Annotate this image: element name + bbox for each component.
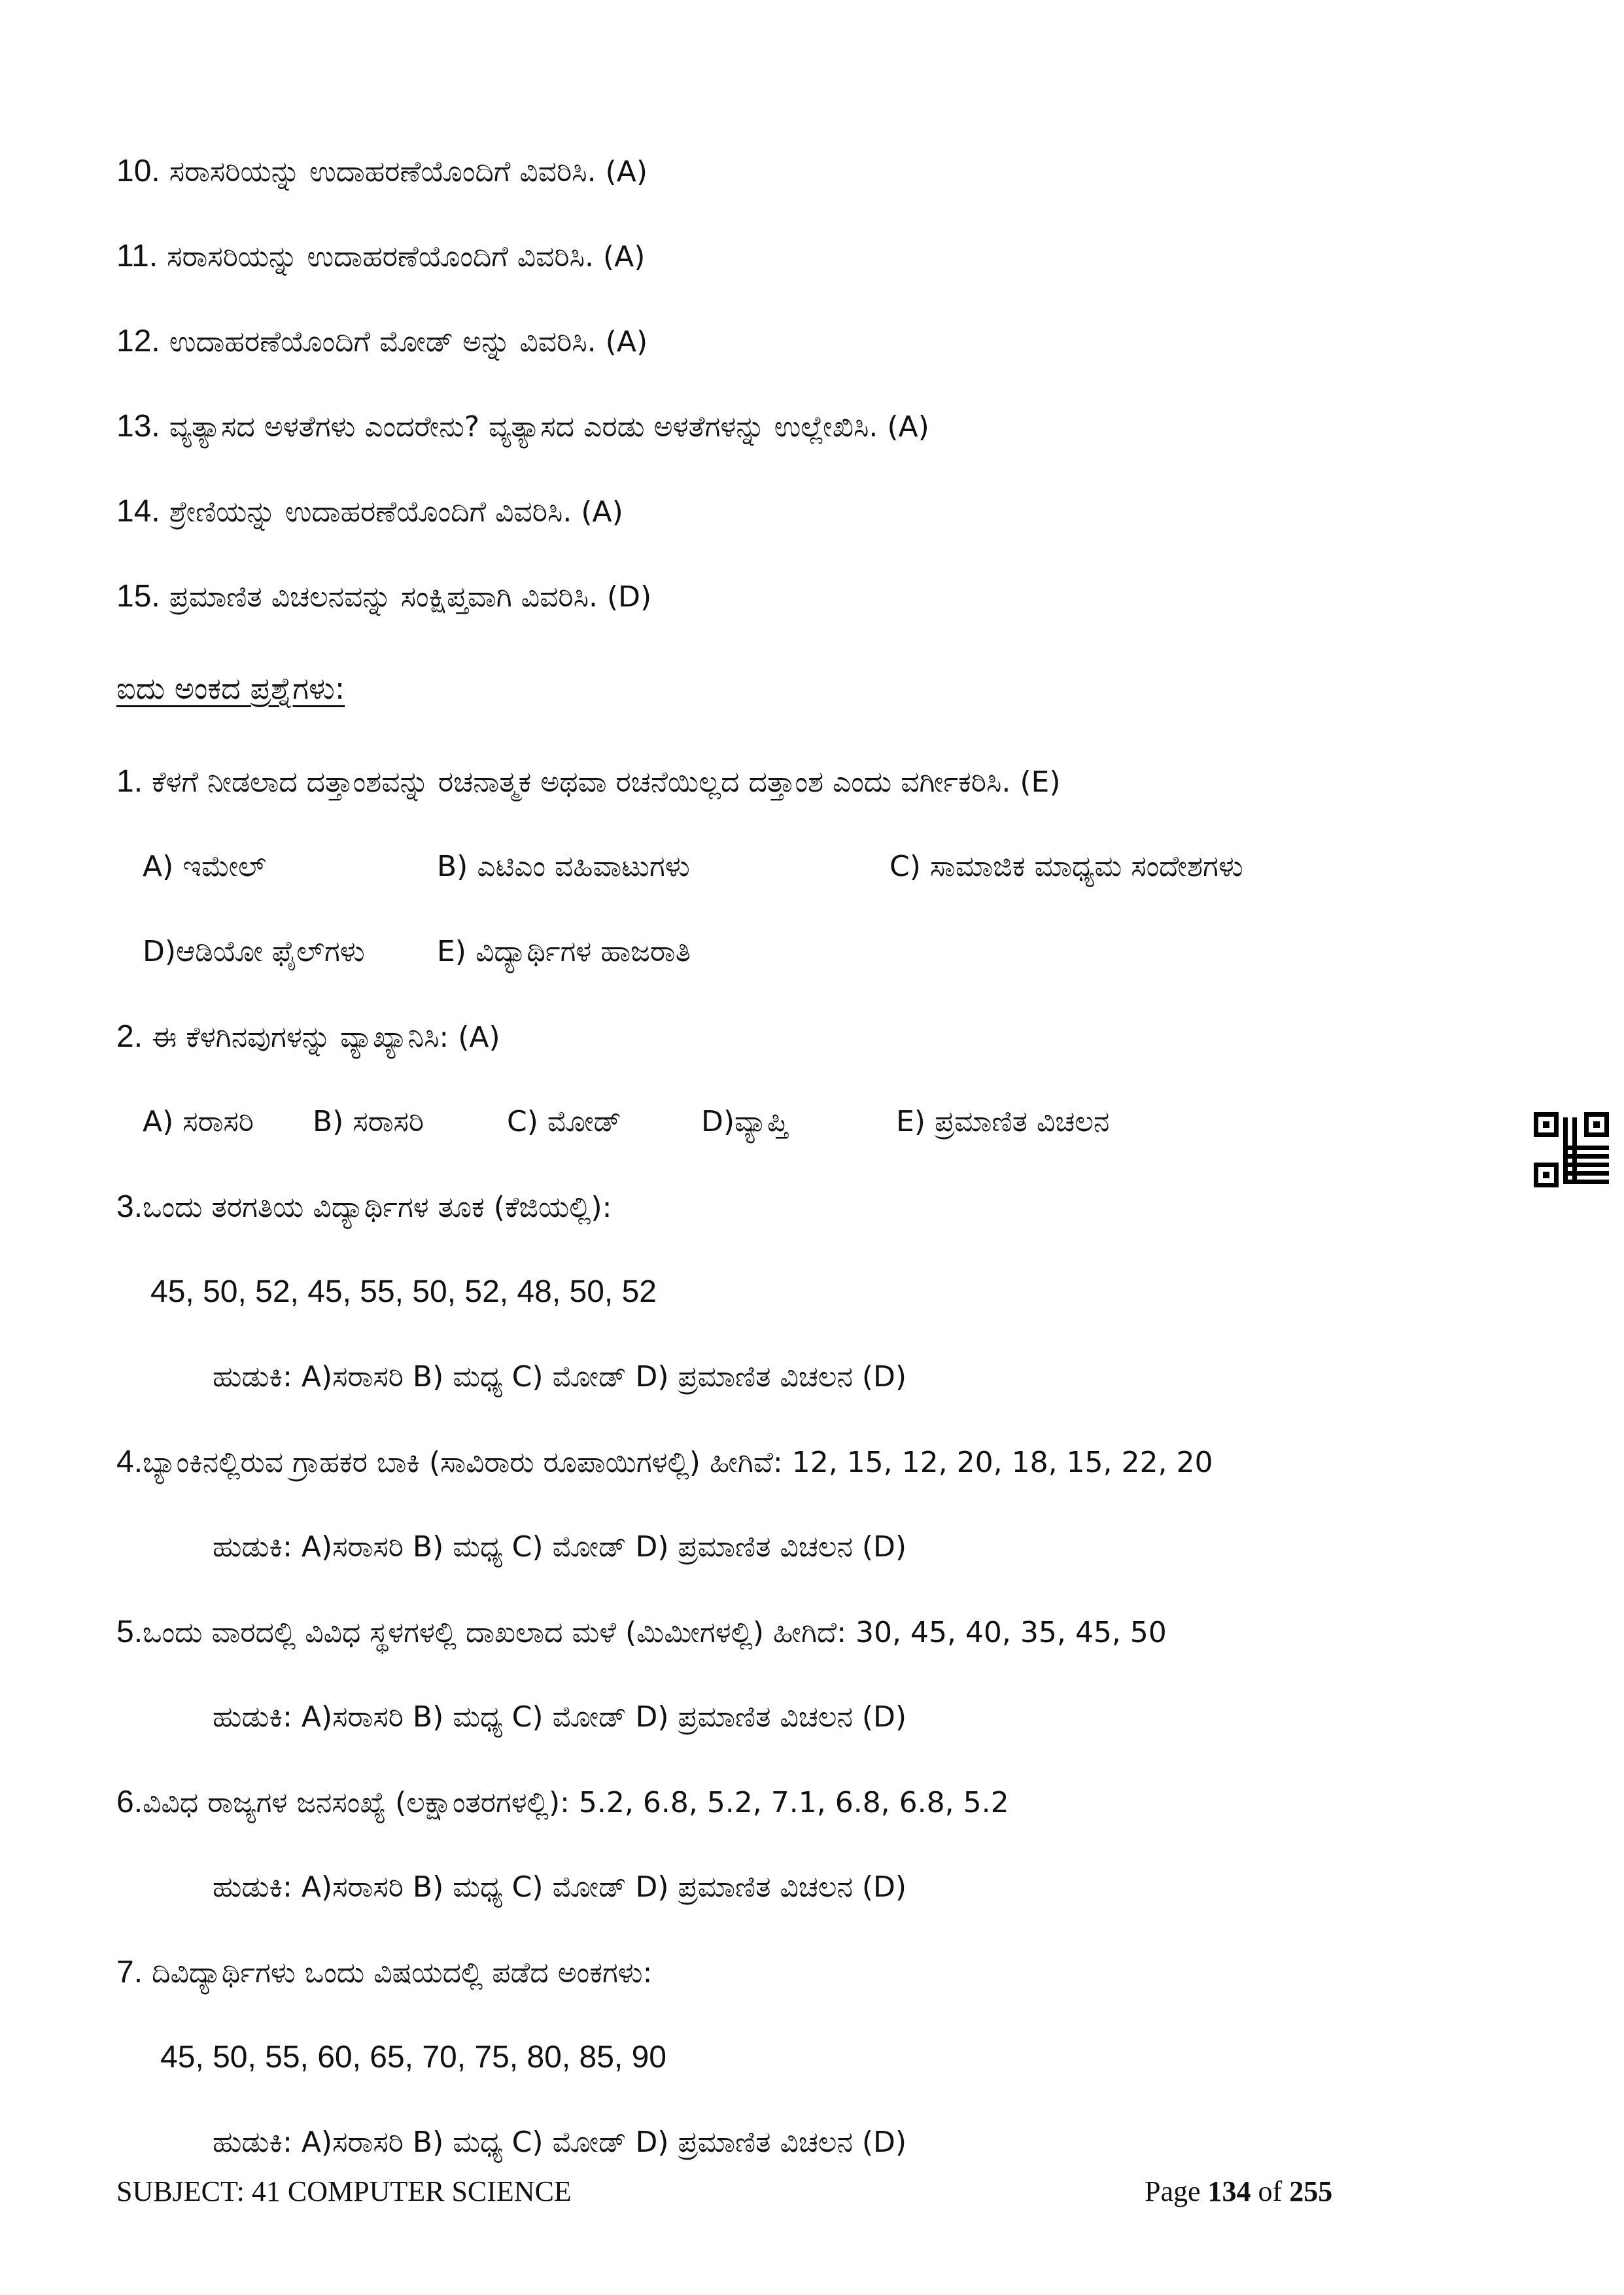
question-number: 7. bbox=[116, 1955, 143, 1989]
page-of: of bbox=[1251, 2175, 1290, 2207]
footer-subject: SUBJECT: 41 COMPUTER SCIENCE bbox=[116, 2175, 572, 2207]
question-text: ಸರಾಸರಿಯನ್ನು ಉದಾಹರಣೆಯೊಂದಿಗೆ ವಿವರಿಸಿ. (A) bbox=[160, 155, 648, 188]
q4-find-line: ಹುಡುಕಿ: A)ಸರಾಸರಿ B) ಮಧ್ಯ C) ಮೋಡ್ D) ಪ್ರಮಾಣಿತ ವಿಚಲನ (D) bbox=[213, 1530, 907, 1564]
question-text: ಶ್ರೇಣಿಯನ್ನು ಉದಾಹರಣೆಯೊಂದಿಗೆ ವಿವರಿಸಿ. (A) bbox=[160, 495, 623, 529]
question-6 bbox=[116, 1783, 1009, 1823]
question-10 bbox=[116, 152, 648, 192]
q1-option-a: A) ಇಮೇಲ್ bbox=[143, 850, 266, 883]
question-number: 10. bbox=[116, 154, 160, 188]
question-text: ಬ್ಯಾಂಕಿನಲ್ಲಿರುವ ಗ್ರಾಹಕರ ಬಾಕಿ (ಸಾವಿರಾರು ರೂಪಾಯಿಗಳಲ್ಲಿ) ಹೀಗಿವೆ: 12, 15, 12, 20, 18, 15, 22, 20 bbox=[143, 1446, 1213, 1479]
question-number: 3. bbox=[116, 1189, 143, 1224]
question-4 bbox=[116, 1443, 1213, 1482]
question-number: 12. bbox=[116, 324, 160, 359]
question-number: 14. bbox=[116, 494, 160, 529]
question-number: 13. bbox=[116, 409, 160, 444]
qr-code-icon bbox=[1534, 1112, 1609, 1187]
question-3 bbox=[116, 1187, 612, 1227]
q2-option-e: E) ಪ್ರಮಾಣಿತ ವಿಚಲನ bbox=[896, 1105, 1110, 1138]
question-text: ಸರಾಸರಿಯನ್ನು ಉದಾಹರಣೆಯೊಂದಿಗೆ ವಿವರಿಸಿ. (A) bbox=[158, 240, 646, 273]
question-text: ಪ್ರಮಾಣಿತ ವಿಚಲನವನ್ನು ಸಂಕ್ಷಿಪ್ತವಾಗಿ ವಿವರಿಸಿ. (D) bbox=[160, 580, 652, 614]
q2-option-c: C) ಮೋಡ್ bbox=[507, 1105, 621, 1138]
question-number: 2. bbox=[116, 1019, 143, 1054]
question-12 bbox=[116, 322, 648, 362]
q1-option-c: C) ಸಾಮಾಜಿಕ ಮಾಧ್ಯಮ ಸಂದೇಶಗಳು bbox=[890, 850, 1243, 883]
q2-option-a: A) ಸರಾಸರಿ bbox=[143, 1105, 254, 1138]
q3-data-values: 45, 50, 52, 45, 55, 50, 52, 48, 50, 52 bbox=[150, 1274, 657, 1309]
q5-find-line: ಹುಡುಕಿ: A)ಸರಾಸರಿ B) ಮಧ್ಯ C) ಮೋಡ್ D) ಪ್ರಮಾಣಿತ ವಿಚಲನ (D) bbox=[213, 1700, 907, 1734]
question-text: ಒಂದು ತರಗತಿಯ ವಿದ್ಯಾರ್ಥಿಗಳ ತೂಕ (ಕೆಜಿಯಲ್ಲಿ): bbox=[143, 1191, 612, 1224]
question-14 bbox=[116, 492, 623, 532]
question-text: ಉದಾಹರಣೆಯೊಂದಿಗೆ ಮೋಡ್ ಅನ್ನು ವಿವರಿಸಿ. (A) bbox=[160, 325, 648, 359]
question-15 bbox=[116, 577, 651, 617]
question-text: ವ್ಯತ್ಯಾಸದ ಅಳತೆಗಳು ಎಂದರೇನು? ವ್ಯತ್ಯಾಸದ ಎರಡು ಅಳತೆಗಳನ್ನು ಉಲ್ಲೇಖಿಸಿ. (A) bbox=[160, 410, 929, 444]
q1-option-e: E) ವಿದ್ಯಾರ್ಥಿಗಳ ಹಾಜರಾತಿ bbox=[437, 935, 691, 968]
question-5 bbox=[116, 1613, 1167, 1653]
question-text: ಒಂದು ವಾರದಲ್ಲಿ ವಿವಿಧ ಸ್ಥಳಗಳಲ್ಲಿ ದಾಖಲಾದ ಮಳೆ (ಮಿಮೀಗಳಲ್ಲಿ) ಹೀಗಿದೆ: 30, 45, 40, 35, 45, 50 bbox=[143, 1616, 1167, 1649]
question-number: 6. bbox=[116, 1785, 143, 1819]
section-heading: ಐದು ಅಂಕದ ಪ್ರಶ್ನೆಗಳು: bbox=[116, 671, 345, 706]
question-number: 1. bbox=[116, 764, 143, 799]
q3-find-line: ಹುಡುಕಿ: A)ಸರಾಸರಿ B) ಮಧ್ಯ C) ಮೋಡ್ D) ಪ್ರಮಾಣಿತ ವಿಚಲನ (D) bbox=[213, 1360, 907, 1393]
question-number: 4. bbox=[116, 1445, 143, 1479]
q6-find-line: ಹುಡುಕಿ: A)ಸರಾಸರಿ B) ಮಧ್ಯ C) ಮೋಡ್ D) ಪ್ರಮಾಣಿತ ವಿಚಲನ (D) bbox=[213, 1870, 907, 1904]
footer-page-number bbox=[1145, 2173, 1332, 2210]
question-text: ದಿವಿದ್ಯಾರ್ಥಿಗಳು ಒಂದು ವಿಷಯದಲ್ಲಿ ಪಡೆದ ಅಂಕಗಳು: bbox=[143, 1956, 653, 1989]
q2-option-b: B) ಸರಾಸರಿ bbox=[313, 1105, 424, 1138]
q7-find-line: ಹುಡುಕಿ: A)ಸರಾಸರಿ B) ಮಧ್ಯ C) ಮೋಡ್ D) ಪ್ರಮಾಣಿತ ವಿಚಲನ (D) bbox=[213, 2126, 907, 2159]
question-1 bbox=[116, 762, 1060, 802]
q1-option-b: B) ಎಟಿಎಂ ವಹಿವಾಟುಗಳು bbox=[437, 850, 690, 883]
question-text: ಕೆಳಗೆ ನೀಡಲಾದ ದತ್ತಾಂಶವನ್ನು ರಚನಾತ್ಮಕ ಅಥವಾ ರಚನೆಯಿಲ್ಲದ ದತ್ತಾಂಶ ಎಂದು ವರ್ಗೀಕರಿಸಿ. (E) bbox=[143, 765, 1061, 799]
question-number: 11. bbox=[116, 239, 158, 273]
page-total: 255 bbox=[1289, 2175, 1333, 2207]
question-11 bbox=[116, 237, 645, 277]
question-2 bbox=[116, 1017, 500, 1057]
page-current: 134 bbox=[1207, 2175, 1251, 2207]
page-prefix: Page bbox=[1145, 2175, 1208, 2207]
question-7 bbox=[116, 1953, 653, 1993]
question-13 bbox=[116, 407, 929, 447]
question-number: 15. bbox=[116, 579, 160, 614]
q1-option-d: D)ಆಡಿಯೋ ಫೈಲ್‌ಗಳು bbox=[143, 935, 365, 968]
question-text: ವಿವಿಧ ರಾಜ್ಯಗಳ ಜನಸಂಖ್ಯೆ (ಲಕ್ಷಾಂತರಗಳಲ್ಲಿ): 5.2, 6.8, 5.2, 7.1, 6.8, 6.8, 5.2 bbox=[143, 1786, 1009, 1819]
question-number: 5. bbox=[116, 1615, 143, 1649]
question-text: ಈ ಕೆಳಗಿನವುಗಳನ್ನು ವ್ಯಾಖ್ಯಾನಿಸಿ: (A) bbox=[143, 1021, 500, 1054]
q7-data-values: 45, 50, 55, 60, 65, 70, 75, 80, 85, 90 bbox=[160, 2040, 666, 2075]
q2-option-d: D)ವ್ಯಾಪ್ತಿ bbox=[701, 1105, 788, 1138]
